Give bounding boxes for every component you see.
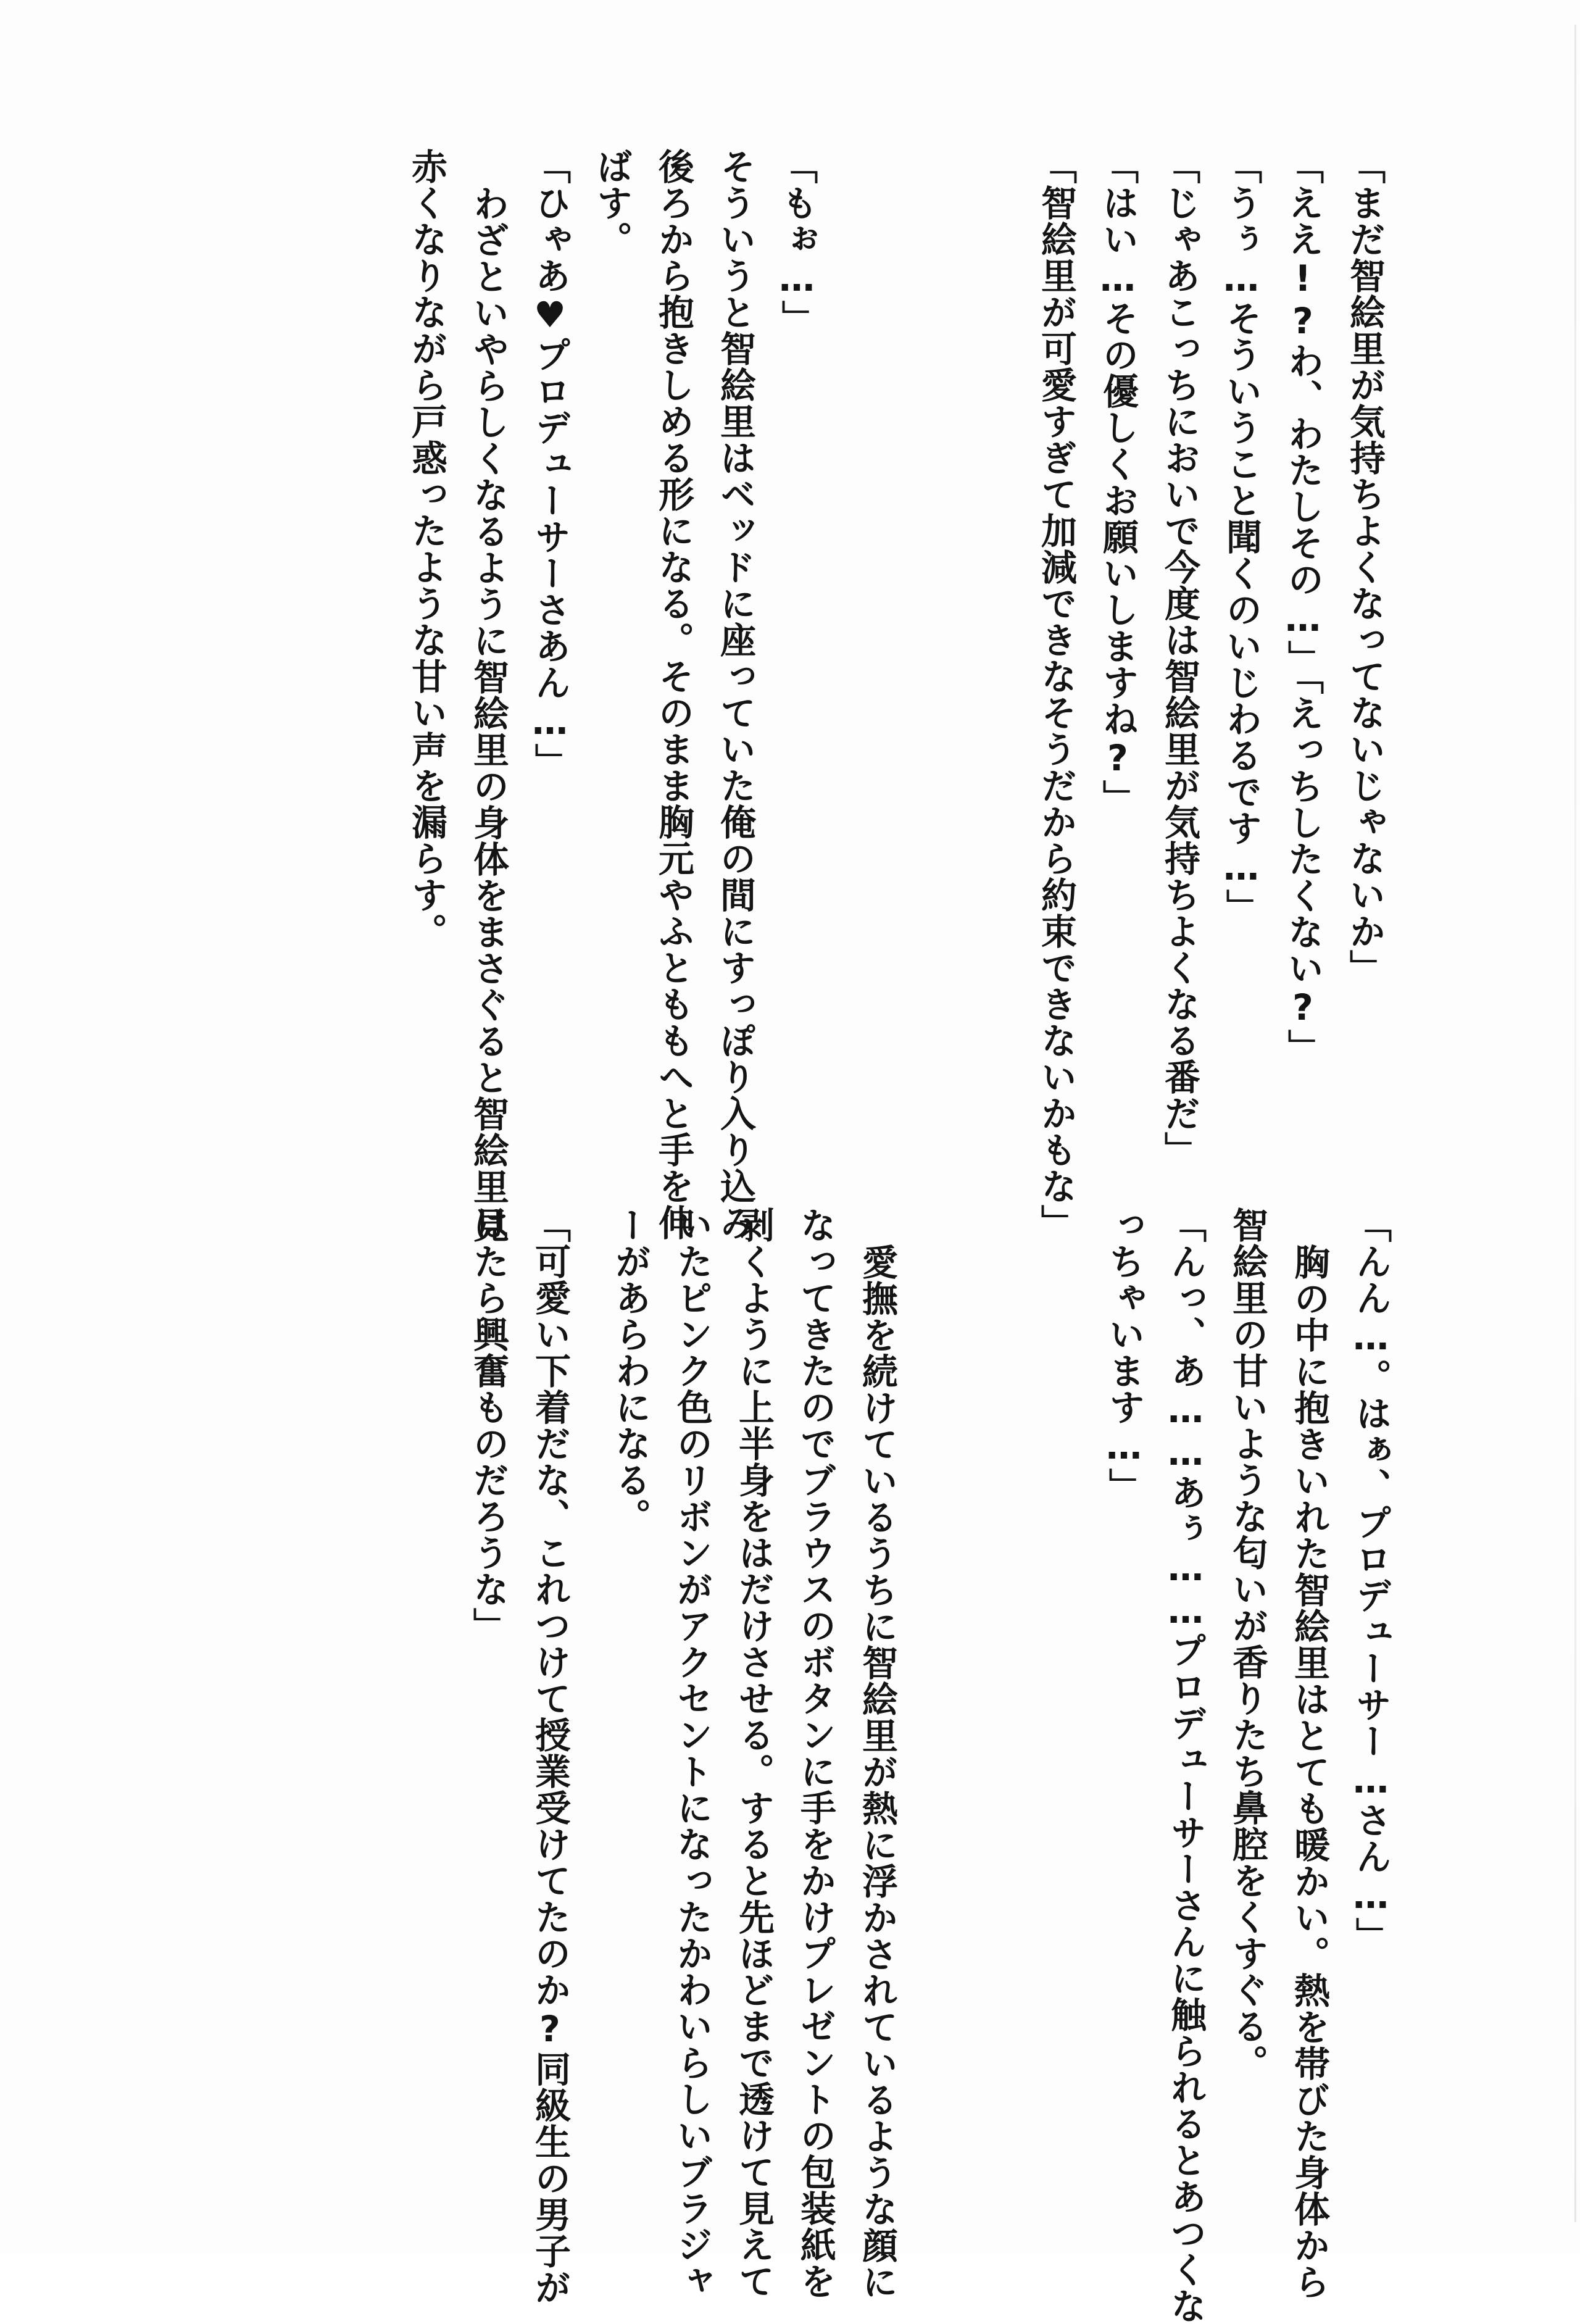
text-line: いたピンク色のリボンがアクセントになったかわいらしいブラジャ xyxy=(671,1207,713,2299)
text-line: 「んっ、あ……あぅ……プロデューサーさんに触られるとあつくな xyxy=(1165,1207,1207,2324)
text-line: 「ええ!?わ、わたしその…」「えっちしたくない?」 xyxy=(1282,148,1324,1065)
text-line: 胸の中に抱きいれた智絵里はとても暖かい。熱を帯びた身体から xyxy=(1288,1244,1330,2300)
text-line: ばす。 xyxy=(591,148,633,257)
text-line: 剥くように上半身をはだけさせる。すると先ほどまで透けて見えて xyxy=(733,1207,775,2299)
text-line: 「はい…その優しくお願いしますね?」 xyxy=(1097,148,1139,816)
text-line: 「ひゃあ♥プロデューサーさあん…」 xyxy=(529,148,571,780)
text-line: 「んん…。はぁ、プロデューサー…さん…」 xyxy=(1350,1207,1392,1954)
text-line: 「じゃあこっちにおいで今度は智絵里が気持ちよくなる番だ」 xyxy=(1158,148,1200,1168)
text-line: わざといやらしくなるように智絵里の身体をまさぐると智絵里は xyxy=(467,185,509,1241)
text-line: 赤くなりながら戸惑ったような甘い声を漏らす。 xyxy=(405,148,447,949)
text-line: 後ろから抱きしめる形になる。そのまま胸元やふとももへと手を伸 xyxy=(652,148,694,1241)
text-line: 智絵里の甘いような匂いが香りたち鼻腔をくすぐる。 xyxy=(1226,1207,1268,2081)
text-line: 「もぉ…」 xyxy=(776,148,818,336)
text-line: 「まだ智絵里が気持ちよくなってないじゃないか」 xyxy=(1344,148,1386,986)
text-line: 「智絵里が可愛すぎて加減できなそうだから約束できないかもな」 xyxy=(1035,148,1077,1241)
text-line: っちゃいます…」 xyxy=(1103,1207,1145,1504)
text-line: ーがあらわになる。 xyxy=(609,1207,651,1535)
text-line: そういうと智絵里はベッドに座っていた俺の間にすっぽり入り込み xyxy=(714,148,756,1241)
text-line: 見たら興奮ものだろうな」 xyxy=(467,1207,509,1644)
text-line: 「うぅ…そういうこと聞くのいじわるです…」 xyxy=(1220,148,1262,925)
text-line: なってきたのでブラウスのボタンに手をかけプレゼントの包装紙を xyxy=(794,1207,836,2299)
bottom-text-tier xyxy=(0,1127,1580,2324)
text-line: 「可愛い下着だな、これつけて授業受けてたのか?同級生の男子が xyxy=(529,1207,571,2305)
text-line: 愛撫を続けているうちに智絵里が熱に浮かされているような顔に xyxy=(856,1244,898,2300)
